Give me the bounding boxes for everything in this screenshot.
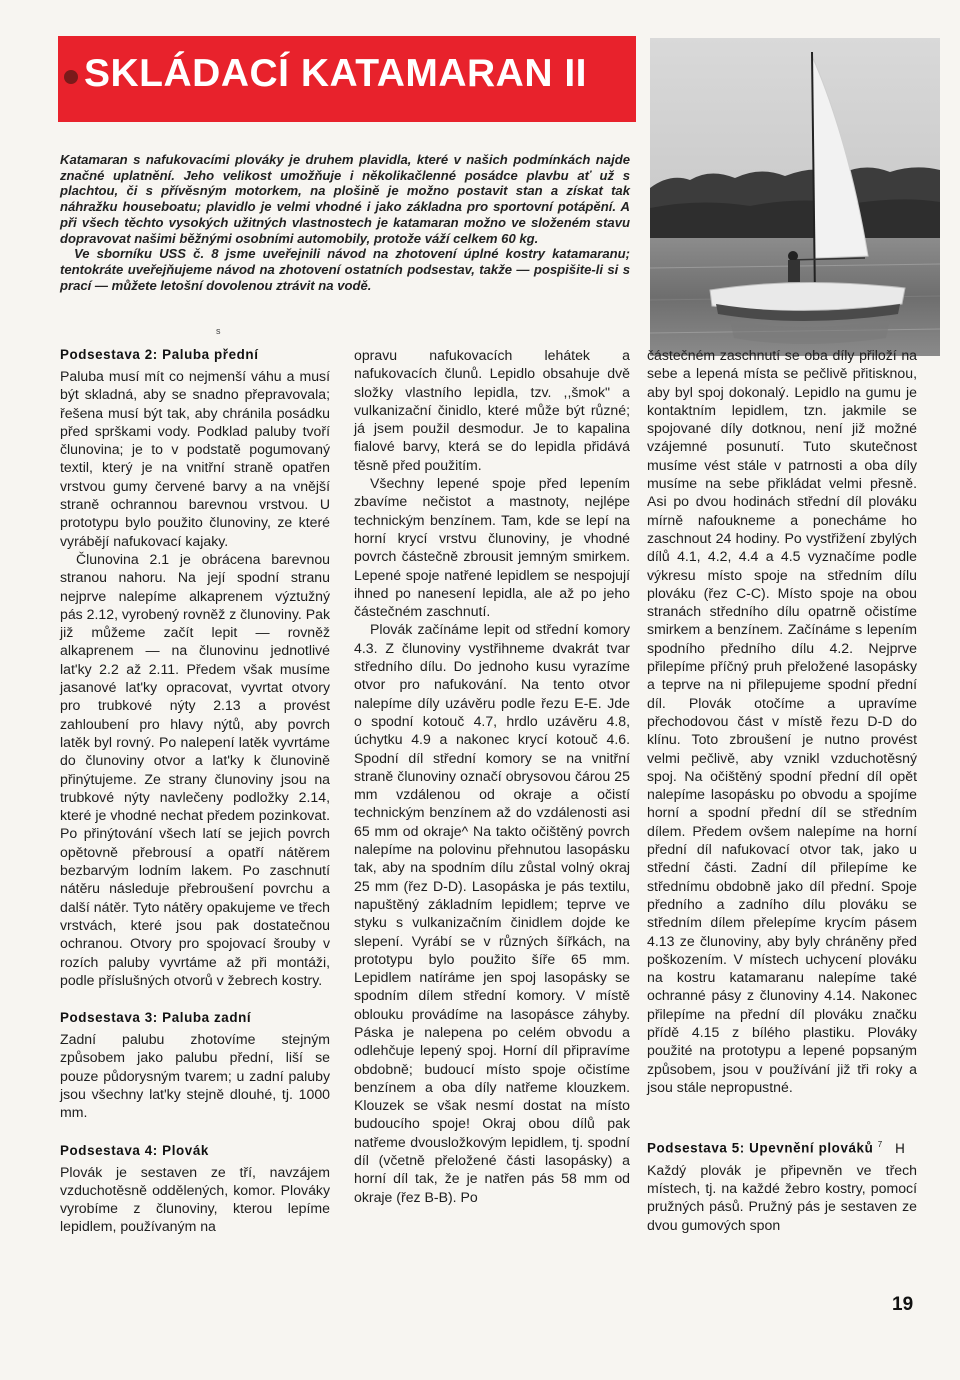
- catamaran-photo-illustration: [650, 38, 940, 356]
- section-heading-text: Podsestava 5: Upevnění plováků: [647, 1140, 874, 1156]
- article-intro: [60, 152, 630, 293]
- body-paragraph: Zadní palubu zhotovíme stejným způsobem jako palubu přední, liší se pouze půdorysným tvarem; u zadní paluby jsou všechny lat'ky stejně dlouhé, tj. 1000 mm.: [60, 1031, 330, 1121]
- heading-mark: 7: [877, 1140, 883, 1150]
- text-column-2: [354, 346, 630, 1206]
- title-bullet-icon: [64, 70, 78, 84]
- text-column-3: [647, 346, 917, 1234]
- section-heading-paluba-zadni: Podsestava 3: Paluba zadní: [60, 1010, 252, 1026]
- intro-mark: s: [216, 326, 221, 336]
- body-paragraph: částečném zaschnutí se oba díly přiloží na sebe a lepená místa se pečlivě přitisknou, aby byl spoj dokonalý. Lepidlo na gumu je kontaktním lepidlem, tzn. jakmile se spojované díly dotknou, není již možné vzájemné posunutí. Tuto skutečnost musíme vést stále v patrnosti a oba díly musíme na sebe přikládat velmi přesně. Asi po dvou hodinách střední díl plováku mírně nafoukneme a ponecháme ho zaschnout 24 hodiny. Po vystřižení zbylých dílů 4.1, 4.2, 4.4 a 4.5 vyznačíme podle výkresu místo spoje na středním dílu plováku (řez C-C). Místo spoje na obou stranách středního dílu opatrně očistíme smirkem a benzínem. Začínáme s lepením spodního předního dílu 4.2. Nejprve přilepíme příčný pruh přeložené lasopásky a teprve na ni přilepujeme spodní přední díl. Plovák otočíme a upravíme přechodovou část v místě řezu D-D do klínu. Toto zbroušení je nutno provést velmi pečlivě, aby vznikl vzduchotěsný spoj. Na očištěný spodní přední díl opět nalepíme lasopásku po obvodu a spojíme horní a spodní přední díl se středním dílem. Předem ovšem nalepíme na horní přední díl nafukovací otvor tak, jako u střední části. Zadní díl přilepíme ke střednímu obdobně jako díl přední. Spoje předního a zadního dílu plováku se středním dílem přelepíme krycím pásem 4.13 ze člunoviny, aby byly chráněny před poškozením. V místech uchycení plováku na kostru katamaranu nalepíme také ochranné pásy z člunoviny 4.14. Nakonec přilepíme na přední díl plováku značku přídě 4.15 z bílého plastiku. Plováky použité na prototypu a lepené popsaným způsobem, jsou v používání již tři roky a jsou stále nepropustné.: [647, 347, 917, 1095]
- catamaran-photo: [650, 38, 940, 356]
- body-paragraph: Paluba musí mít co nejmenší váhu a musí být skladná, aby se snadno přepravovala; řešena musí být tak, aby chránila posádku před sprškami vody. Podklad paluby tvoří člunovina; je to v podstatě pogumovaný textil, který je na vnitřní straně opatřen vrstvou gumy červené barvy a na vnější straně ochrannou barevnou vrstvou. U prototypu bylo použito člunoviny, ze které vyrábějí nafukovací kajaky.: [60, 368, 330, 549]
- article-title: SKLÁDACÍ KATAMARAN II: [84, 52, 588, 95]
- section-heading-paluba-predni: Podsestava 2: Paluba přední: [60, 347, 259, 362]
- intro-paragraph-2: Ve sborníku USS č. 8 jsme uveřejnili návod na zhotovení úplné kostry katamaranu; tentokráte uveřejňujeme návod na zhotovení ostatních podsestav, takže — pospišite-li si s prací — můžete letošní dovolenou ztrávit na vodě.: [60, 246, 630, 293]
- intro-paragraph-1: Katamaran s nafukovacími plováky je druhem plavidla, které v našich podmínkách najde značné uplatnění. Jeho velikost umožňuje i několikačlenné posádce plavbu ať už s plachtou, či s přívěsným motorkem, na plošině je možno postavit stan a získat tak náhražku houseboatu; plavidlo je velmi vhodné i jako základna pro sportovní potápění. A při všech těchto vysokých užitných vlastnostech je katamaran možno ve složeném stavu dopravovat našimi běžnými osobními automobily, protože váží celkem 60 kg.: [60, 152, 630, 246]
- heading-tail: H: [895, 1140, 906, 1156]
- section-heading-upevneni-plovaku: [647, 1136, 917, 1156]
- text-column-1: [60, 346, 330, 1236]
- body-paragraph: Všechny lepené spoje před lepením zbavíme nečistot a mastnoty, nejlépe technickým benzínem. Tam, kde se lepí na horní krycí vrstvu člunoviny, je vhodné povrch částečně zbrousit jemným smirkem. Lepené spoje natřené lepidlem se nespojují ihned po nanesení lepidla, ale až po jeho částečném zaschnutí.: [354, 475, 630, 620]
- body-paragraph: Plovák začínáme lepit od střední komory 4.3. Z člunoviny vystřihneme dvakrát tvar středního dílu. Do jednoho kusu vyrazíme otvor pro nafukování. Na tento otvor nalepíme díly uzávěru podle řezu E-E. Jde o spodní kotouč 4.7, hrdlo uzávěru 4.8, úchytku 4.9 a nakonec krycí kotouč 4.6. Spodní díl střední komory se na vnitřní straně člunoviny označí obrysovou čárou 25 mm vzdálenou od okraje a očistí technickým benzínem až do vzdálenosti asi 65 mm od okraje^ Na takto očištěný povrch nalepíme na polovinu přehnutou lasopásku tak, aby na spodním dílu zůstal volný okraj 25 mm (řez D-D). Lasopáska je pás textilu, napuštěný základním lepidlem; teprve ve styku s vulkanizačním činidlem dojde ke slepení. Vyrábí se v různých šířkách, na prototypu bylo použito šíře 65 mm. Lepidlem natíráme jen spoj lasopásky se spodním dílem střední komory. V místě oblouku provádíme na lasopásce záhyby. Páska je nalepena po celém obvodu a odlehčuje lepený spoj. Horní díl připravíme obdobně; budoucí místo spoje očistíme benzínem a oba díly natřeme klouzkem. Klouzek se však nesmí dostat na místo budoucího spoje! Okraj obou dílů pak natřeme dvousložkovým lepidlem, tj. spodní díl (včetně přeložené části lasopásky) a horní díl tak, že je natřen pás 58 mm od okraje (řez B-B). Po: [354, 621, 630, 1205]
- body-paragraph: Plovák je sestaven ze tří, navzájem vzduchotěsně oddělených, komor. Plováky vyrobíme z člunoviny, kterou lepíme lepidlem, používaným na: [60, 1163, 330, 1235]
- page-number: 19: [892, 1294, 914, 1315]
- body-paragraph: Člunovina 2.1 je obrácena barevnou stranou nahoru. Na její spodní stranu nejprve nalepíme alkaprenem výztužný pás 2.12, vyrobený rovněž z člunoviny. Pak již můžeme začít lepit — rovněž alkaprenem — na člunovinu jednotlivé lat'ky 2.2 až 2.11. Předem však musíme jasanové lat'ky opracovat, vyvrtat otvory pro trubkové nýty 2.13 a provést zahloubení pro hlavy nýtů, aby povrch latěk byl rovný. Po nalepení latěk vyvrtáme do člunoviny otvor a lat'ky k člunovině přinýtujeme. Ze strany člunoviny jsou na trubkové nýty navlečeny podložky 2.14, které je vhodné nechat předem pozinkovat. Po přinýtování všech latí se jejich povrch opětovně přebrousí a opatří nátěrem bezbarvým lodním lakem. Po zaschnutí nátěru následuje přebroušení povrchu a další nátěr. Tyto nátěry opakujeme ve třech vrstvách, které jsou pak dostatečnou ochranou. Otvory pro spojovací šrouby v rozích paluby vyvrtáme až při montáži, podle příslušných otvorů v žebrech kostry.: [60, 550, 331, 988]
- body-paragraph: opravu nafukovacích lehátek a nafukovacích člunů. Lepidlo obsahuje dvě složky vlastního lepidla, tzv. ,,šmok" a vulkanizační činidlo, které může být různé; já jsem použil desmodur. Je to kapalina fialové barvy, která se do lepidla přidává těsně před použitím.: [354, 347, 630, 473]
- section-heading-plovak: Podsestava 4: Plovák: [60, 1142, 209, 1158]
- body-paragraph: Každý plovák je připevněn ve třech místech, tj. na každé žebro kostry, pomocí pružných pásů. Pružný pás je sestaven ze dvou gumových spon: [647, 1161, 917, 1233]
